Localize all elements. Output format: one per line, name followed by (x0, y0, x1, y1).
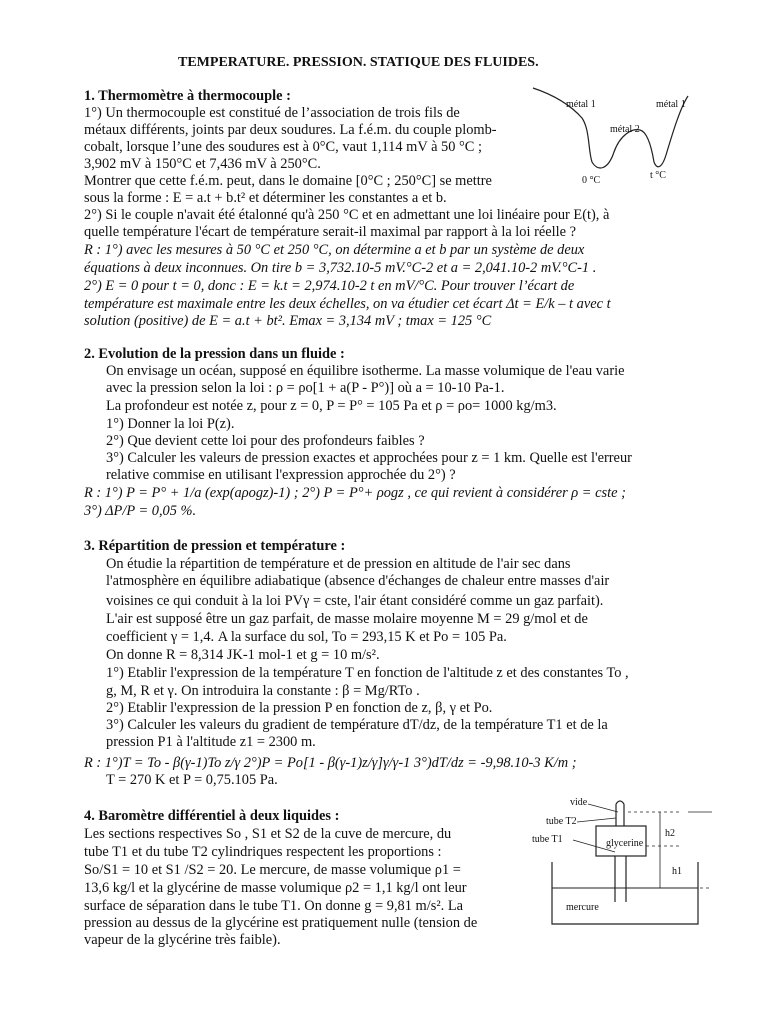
s3-line-7: 1°) Etablir l'expression de la température T en fonction de l'altitude z et des constantes To , (106, 665, 629, 681)
s2-line-7: relative commise en utilisant l'expression approchée du 2°) ? (106, 467, 456, 483)
s1-answer-3: 2°) E = 0 pour t = 0, donc : E = k.t = 2,974.10-2 t en mV/°C. Pour trouver l’écart de (84, 278, 575, 294)
s1-line-7: 2°) Si le couple n'avait été étalonné qu'à 250 °C et en admettant une loi linéaire pour E(t), à (84, 207, 610, 223)
s2-line-4: 1°) Donner la loi P(z). (106, 416, 235, 432)
s3-line-9: 2°) Etablir l'expression de la pression P en fonction de z, β, γ et Po. (106, 700, 493, 716)
label-glycerine: glycerine (606, 838, 644, 849)
s3-line-8: g, M, R et γ. On introduira la constante : β = Mg/RTo . (106, 683, 420, 699)
section-1-heading: 1. Thermomètre à thermocouple : (84, 88, 291, 104)
s3-line-2: l'atmosphère en équilibre adiabatique (absence d'échanges de chaleur entre masses d'air (106, 573, 610, 589)
label-tc: t °C (650, 170, 666, 181)
section-2-heading: 2. Evolution de la pression dans un fluide : (84, 346, 345, 362)
s2-answer-1: R : 1°) P = P° + 1/a (exp(aρogz)-1) ; 2°) P = P°+ ρogz , ce qui revient à considérer ρ = cste ; (84, 485, 626, 501)
s1-line-8: quelle température l'écart de température serait-il maximal par rapport à la loi réelle ? (84, 224, 577, 240)
s1-answer-2: équations à deux inconnues. On tire b = 3,732.10-5 mV.°C-2 et a = 2,041.10-2 mV.°C-1 . (84, 260, 597, 276)
section-4-heading: 4. Baromètre différentiel à deux liquides : (84, 808, 340, 824)
s3-answer-2: T = 270 K et P = 0,75.105 Pa. (106, 772, 278, 788)
s4-line-4: 13,6 kg/l et la glycérine de masse volumique ρ2 = 1,1 kg/l ont leur (84, 880, 467, 896)
s3-line-3: voisines ce qui conduit à la loi PVγ = cste, l'air étant considéré comme un gaz parfait). (106, 593, 604, 609)
s2-line-3: La profondeur est notée z, pour z = 0, P = P° = 105 Pa et ρ = ρo= 1000 kg/m3. (106, 398, 557, 414)
label-metal-1-right: métal 1 (656, 99, 686, 110)
s3-line-6: On donne R = 8,314 JK-1 mol-1 et g = 10 m/s². (106, 647, 380, 663)
label-0c: 0 °C (582, 175, 601, 186)
s1-line-1: 1°) Un thermocouple est constitué de l’association de trois fils de (84, 105, 460, 121)
s4-line-2: tube T1 et du tube T2 cylindriques respectent les proportions : (84, 844, 442, 860)
s2-line-6: 3°) Calculer les valeurs de pression exactes et approchées pour z = 1 km. Quelle est l'erreur (106, 450, 632, 466)
label-tube-t2: tube T2 (546, 816, 577, 827)
s3-line-1: On étudie la répartition de température et de pression en altitude de l'air sec dans (106, 556, 571, 572)
label-mercure: mercure (566, 902, 599, 913)
s1-line-3: cobalt, lorsque l’une des soudures est à 0°C, vaut 1,114 mV à 50 °C ; (84, 139, 482, 155)
s3-line-11: pression P1 à l'altitude z1 = 2300 m. (106, 734, 316, 750)
s2-line-5: 2°) Que devient cette loi pour des profondeurs faibles ? (106, 433, 425, 449)
label-vide: vide (570, 797, 588, 808)
page-title: TEMPERATURE. PRESSION. STATIQUE DES FLUIDES. (178, 55, 539, 70)
label-h2: h2 (665, 828, 675, 839)
s2-line-2: avec la pression selon la loi : ρ = ρo[1 + a(P - P°)] où a = 10-10 Pa-1. (106, 380, 505, 396)
label-metal-1-left: métal 1 (566, 99, 596, 110)
s3-line-5: coefficient γ = 1,4. A la surface du sol, To = 293,15 K et Po = 105 Pa. (106, 629, 507, 645)
s3-line-4: L'air est supposé être un gaz parfait, de masse molaire moyenne M = 29 g/mol et de (106, 611, 588, 627)
s4-line-1: Les sections respectives So , S1 et S2 de la cuve de mercure, du (84, 826, 452, 842)
label-tube-t1: tube T1 (532, 834, 563, 845)
s1-line-6: sous la forme : E = a.t + b.t² et déterminer les constantes a et b. (84, 190, 447, 206)
s4-line-3: So/S1 = 10 et S1 /S2 = 20. Le mercure, de masse volumique ρ1 = (84, 862, 461, 878)
s4-line-5: surface de séparation dans le tube T1. On donne g = 9,81 m/s². La (84, 898, 464, 914)
s4-line-7: vapeur de la glycérine très faible). (84, 932, 281, 948)
s3-answer-1: R : 1°)T = To - β(γ-1)To z/γ 2°)P = Po[1 - β(γ-1)z/γ]γ/γ-1 3°)dT/dz = -9,98.10-3 K/m ; (84, 755, 577, 771)
s4-line-6: pression au dessus de la glycérine est pratiquement nulle (tension de (84, 915, 478, 931)
s3-line-10: 3°) Calculer les valeurs du gradient de température dT/dz, de la température T1 et de la (106, 717, 608, 733)
section-3-heading: 3. Répartition de pression et température : (84, 538, 346, 554)
label-metal-2: métal 2 (610, 124, 640, 135)
s2-answer-2: 3°) ΔP/P = 0,05 %. (84, 503, 197, 519)
s1-answer-4: température est maximale entre les deux échelles, on va étudier cet écart Δt = E/k – t avec t (84, 296, 611, 312)
s1-line-5: Montrer que cette f.é.m. peut, dans le domaine [0°C ; 250°C] se mettre (84, 173, 492, 189)
s2-line-1: On envisage un océan, supposé en équilibre isotherme. La masse volumique de l'eau varie (106, 363, 625, 379)
s1-answer-1: R : 1°) avec les mesures à 50 °C et 250 °C, on détermine a et b par un système de deux (84, 242, 585, 258)
s1-answer-5: solution (positive) de E = a.t + bt². Emax = 3,134 mV ; tmax = 125 °C (84, 313, 492, 329)
s1-line-2: métaux différents, joints par deux soudures. La f.é.m. du couple plomb- (84, 122, 497, 138)
s1-line-4: 3,902 mV à 150°C et 7,436 mV à 250°C. (84, 156, 321, 172)
label-h1: h1 (672, 866, 682, 877)
